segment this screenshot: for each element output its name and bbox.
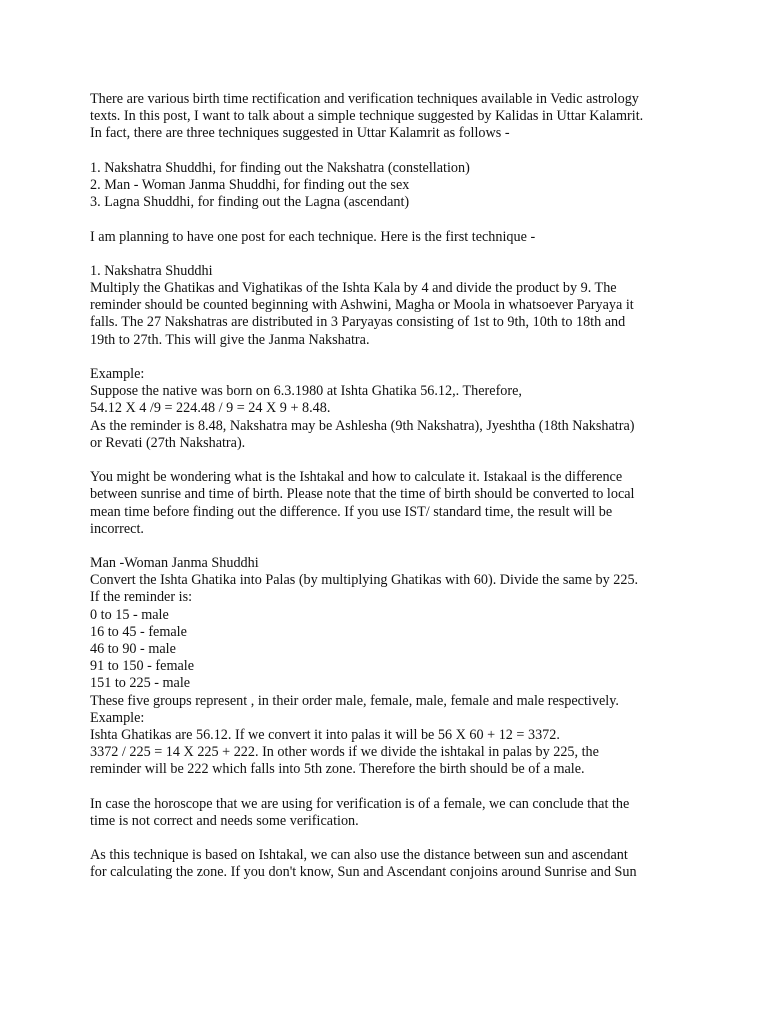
paragraph-spacer: [90, 779, 690, 796]
text-line: 19th to 27th. This will give the Janma Nakshatra.: [90, 331, 370, 348]
text-line: for calculating the zone. If you don't know, Sun and Ascendant conjoins around Sunrise and Sun: [90, 864, 637, 881]
text-line: Multiply the Ghatikas and Vighatikas of the Ishta Kala by 4 and divide the product by 9. The: [90, 280, 617, 297]
paragraph: [90, 160, 690, 212]
paragraph: [90, 229, 690, 246]
paragraph-spacer: [90, 538, 690, 555]
text-line: In fact, there are three techniques suggested in Uttar Kalamrit as follows -: [90, 125, 510, 142]
text-line: 91 to 150 - female: [90, 658, 195, 675]
paragraph: [90, 847, 690, 881]
text-line: 46 to 90 - male: [90, 641, 176, 657]
paragraph: [90, 263, 690, 349]
text-line: 3372 / 225 = 14 X 225 + 222. In other words if we divide the ishtakal in palas by 225, the: [90, 744, 599, 761]
text-line: 54.12 X 4 /9 = 224.48 / 9 = 24 X 9 + 8.48.: [90, 400, 331, 417]
paragraph-spacer: [90, 452, 690, 469]
text-line: texts. In this post, I want to talk about a simple technique suggested by Kalidas in Uttar Kalamrit.: [90, 108, 644, 125]
paragraph: [90, 469, 690, 538]
paragraph-spacer: [90, 349, 690, 366]
paragraph-spacer: [90, 246, 690, 263]
text-line: between sunrise and time of birth. Please note that the time of birth should be converted to local: [90, 486, 635, 503]
text-line: There are various birth time rectification and verification techniques available in Vedic astrology: [90, 91, 639, 107]
text-line: falls. The 27 Nakshatras are distributed in 3 Paryayas consisting of 1st to 9th, 10th to 18th and: [90, 314, 626, 331]
text-line: 1. Nakshatra Shuddhi, for finding out the Nakshatra (constellation): [90, 159, 470, 176]
text-line: In case the horoscope that we are using for verification is of a female, we can conclude that the: [90, 795, 630, 812]
text-line: or Revati (27th Nakshatra).: [90, 434, 246, 451]
text-line: 2. Man - Woman Janma Shuddhi, for finding out the sex: [90, 176, 410, 193]
paragraph-spacer: [90, 830, 690, 847]
text-line: Suppose the native was born on 6.3.1980 at Ishta Ghatika 56.12,. Therefore,: [90, 383, 522, 400]
text-line: 1. Nakshatra Shuddhi: [90, 262, 213, 279]
text-line: As this technique is based on Ishtakal, we can also use the distance between sun and ascendant: [90, 847, 628, 864]
text-line: 0 to 15 - male: [90, 606, 169, 623]
text-line: As the reminder is 8.48, Nakshatra may be Ashlesha (9th Nakshatra), Jyeshtha (18th Nakshatra): [90, 417, 635, 434]
text-line: 16 to 45 - female: [90, 623, 187, 640]
text-line: Example:: [90, 366, 145, 382]
text-line: 151 to 225 - male: [90, 675, 191, 692]
text-line: incorrect.: [90, 520, 144, 537]
paragraph: [90, 796, 690, 830]
text-line: 3. Lagna Shuddhi, for finding out the Lagna (ascendant): [90, 194, 410, 211]
paragraph: [90, 91, 690, 143]
text-line: time is not correct and needs some verification.: [90, 812, 359, 829]
text-line: If the reminder is:: [90, 589, 193, 606]
text-line: Convert the Ishta Ghatika into Palas (by multiplying Ghatikas with 60). Divide the same by 225.: [90, 572, 639, 589]
paragraph-spacer: [90, 143, 690, 160]
paragraph: [90, 366, 690, 452]
document-body: [90, 91, 690, 882]
text-line: You might be wondering what is the Ishtakal and how to calculate it. Istakaal is the difference: [90, 469, 623, 486]
text-line: Example:: [90, 709, 145, 726]
paragraph-spacer: [90, 211, 690, 228]
text-line: mean time before finding out the difference. If you use IST/ standard time, the result will be: [90, 503, 613, 520]
text-line: reminder should be counted beginning with Ashwini, Magha or Moola in whatsoever Paryaya it: [90, 297, 634, 314]
text-line: I am planning to have one post for each technique. Here is the first technique -: [90, 228, 536, 245]
text-line: reminder will be 222 which falls into 5th zone. Therefore the birth should be of a male.: [90, 761, 585, 778]
text-line: Ishta Ghatikas are 56.12. If we convert it into palas it will be 56 X 60 + 12 = 3372.: [90, 726, 560, 743]
paragraph: [90, 555, 690, 778]
text-line: Man -Woman Janma Shuddhi: [90, 555, 259, 572]
text-line: These five groups represent , in their order male, female, male, female and male respectively.: [90, 692, 619, 709]
